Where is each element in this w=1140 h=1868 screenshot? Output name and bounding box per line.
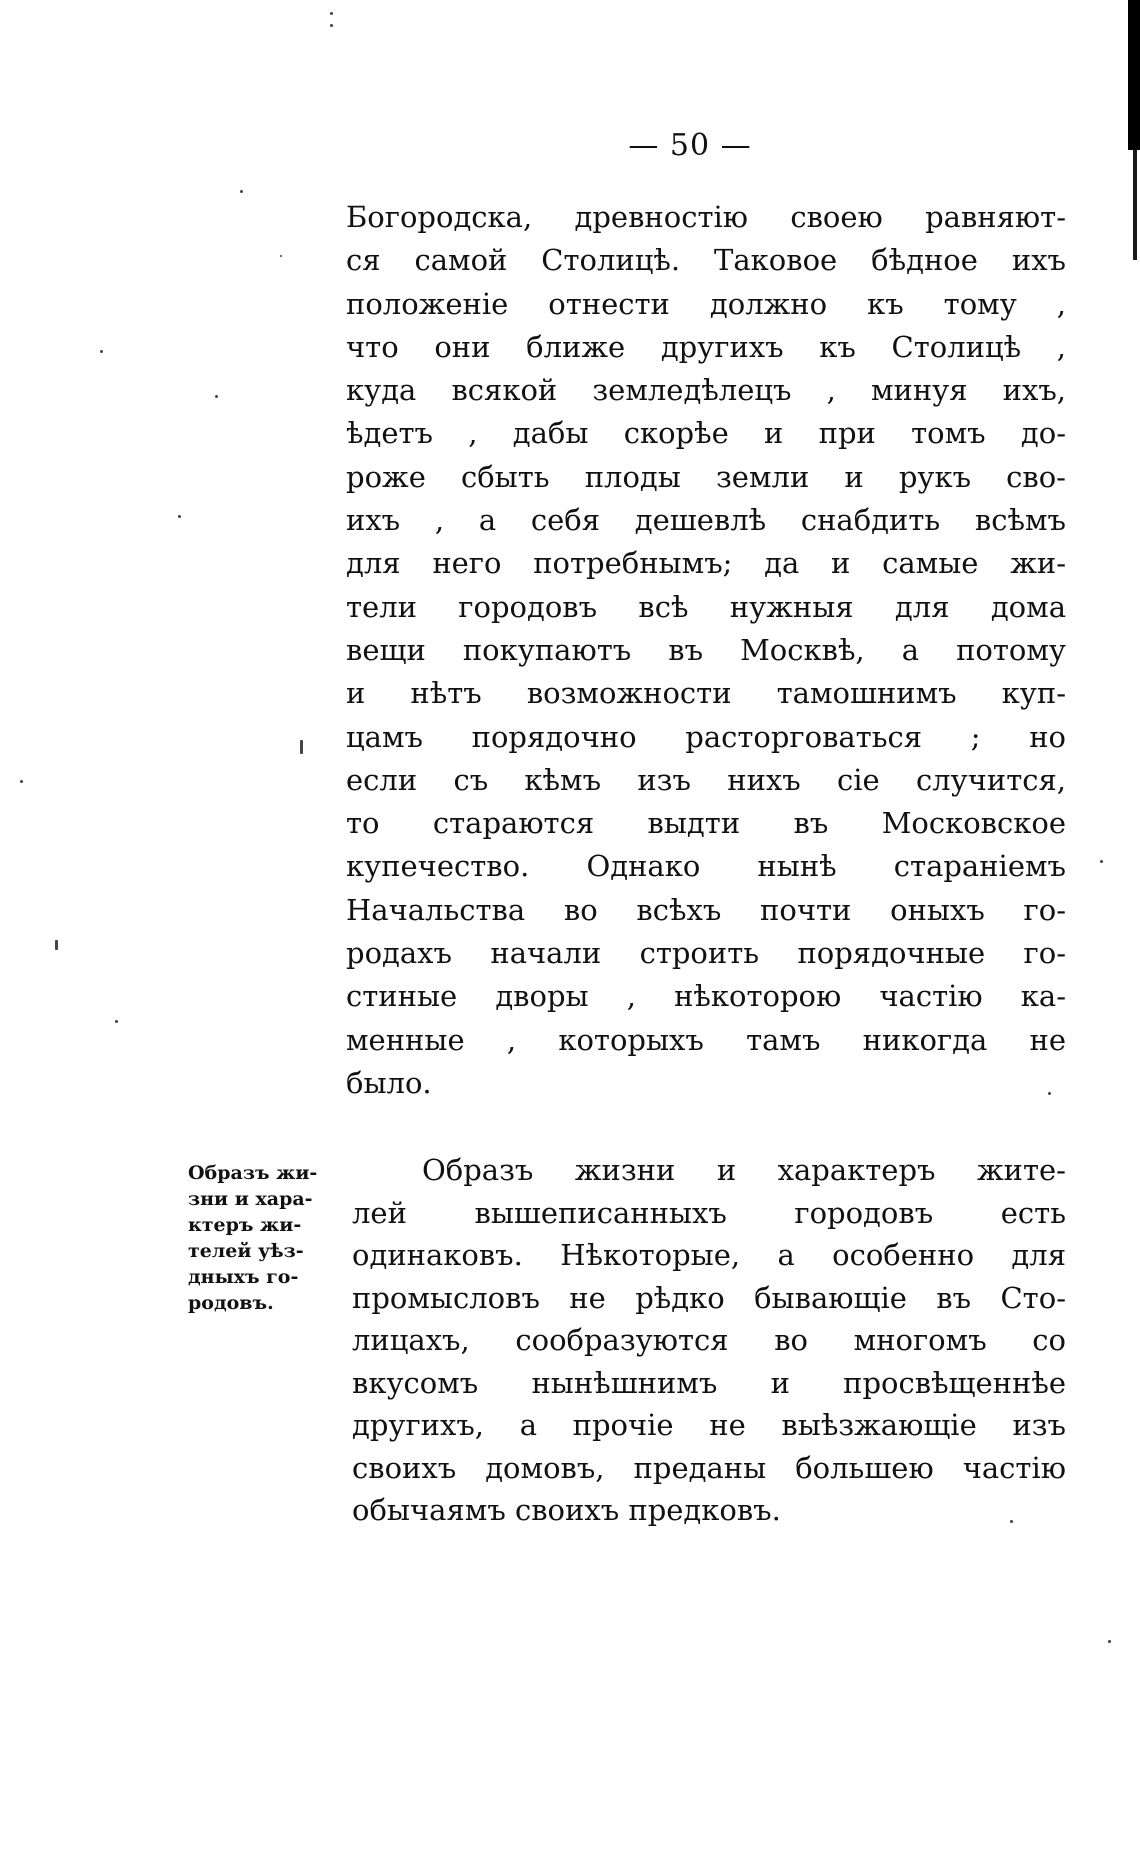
marginal-line: родовъ.: [188, 1292, 274, 1314]
text-line: обычаямъ своихъ предковъ.: [352, 1493, 781, 1527]
text-line: тели городовъ всѣ нужныя для дома: [346, 589, 1066, 624]
text-line: другихъ, а прочіе не выѣзжающіе изъ: [352, 1408, 1066, 1442]
text-line: своихъ домовъ, преданы большею частію: [352, 1450, 1066, 1485]
scan-speck: [1048, 1092, 1051, 1095]
scan-edge-shadow: [1128, 0, 1140, 150]
text-line: менные , которыхъ тамъ никогда не: [346, 1022, 1066, 1057]
scan-speck: [20, 780, 23, 783]
text-line: Образъ жизни и характеръ жите-: [422, 1153, 1066, 1187]
text-line: ихъ , а себя дешевлѣ снабдить всѣмъ: [346, 503, 1066, 538]
scan-speck: [178, 515, 181, 518]
text-line: и нѣтъ возможности тамошнимъ куп-: [346, 676, 1066, 711]
text-line: лицахъ, сообразуются во многомъ со: [352, 1323, 1066, 1357]
scan-speck: [330, 12, 333, 15]
text-line: одинаковъ. Нѣкоторые, а особенно для: [352, 1238, 1066, 1272]
text-line: промысловъ не рѣдко бывающіе въ Сто-: [352, 1280, 1066, 1315]
scan-speck: [215, 395, 218, 398]
scan-speck: [1100, 860, 1103, 863]
text-line: цамъ порядочно расторговаться ; но: [346, 719, 1066, 754]
marginal-line: ктеръ жи-: [188, 1214, 302, 1236]
scan-speck: [300, 740, 303, 754]
scan-speck: [1108, 1640, 1111, 1643]
marginal-line: дныхъ го-: [188, 1266, 299, 1288]
scan-speck: [100, 350, 103, 353]
text-line: роже сбыть плоды земли и рукъ сво-: [346, 459, 1066, 494]
text-line: положеніе отнести должно къ тому ,: [346, 286, 1066, 321]
text-line: то стараются выдти въ Московское: [346, 806, 1066, 841]
marginal-line: Образъ жи-: [188, 1162, 318, 1184]
text-line: было.: [346, 1065, 432, 1100]
scan-speck: [280, 255, 282, 257]
scan-speck: [115, 1020, 118, 1023]
scan-speck: [1010, 1520, 1013, 1523]
text-line: Богородска, древностію своею равняют-: [346, 200, 1066, 234]
scan-speck: [330, 24, 333, 27]
text-line: куда всякой земледѣлецъ , минуя ихъ,: [346, 373, 1066, 408]
page-number: — 50 —: [628, 128, 752, 163]
text-line: ѣдетъ , дабы скорѣе и при томъ до-: [346, 416, 1066, 451]
text-line: купечество. Однако нынѣ стараніемъ: [346, 849, 1066, 884]
text-line: ся самой Столицѣ. Таковое бѣдное ихъ: [346, 243, 1066, 278]
text-line: для него потребнымъ; да и самые жи-: [346, 546, 1066, 581]
text-line: вещи покупаютъ въ Москвѣ, а потому: [346, 632, 1066, 667]
scan-speck: [55, 940, 58, 950]
scan-edge-shadow-thin: [1133, 150, 1137, 260]
marginal-line: телей уѣз-: [188, 1240, 304, 1262]
text-line: если съ кѣмъ изъ нихъ сіе случится,: [346, 762, 1066, 797]
text-line: стиные дворы , нѣкоторою частію ка-: [346, 979, 1066, 1014]
scan-speck: [240, 190, 243, 193]
text-line: родахъ начали строить порядочные го-: [346, 936, 1066, 971]
marginal-note: [188, 1160, 350, 1316]
paragraph-1: [346, 196, 1066, 1105]
marginal-line: зни и хара-: [188, 1188, 313, 1210]
text-line: Начальства во всѣхъ почти оныхъ го-: [346, 892, 1066, 927]
text-line: лей вышеписанныхъ городовъ есть: [352, 1195, 1066, 1230]
text-line: что они ближе другихъ къ Столицѣ ,: [346, 329, 1066, 364]
text-line: вкусомъ нынѣшнимъ и просвѣщеннѣе: [352, 1365, 1066, 1400]
paragraph-2: [352, 1149, 1066, 1532]
